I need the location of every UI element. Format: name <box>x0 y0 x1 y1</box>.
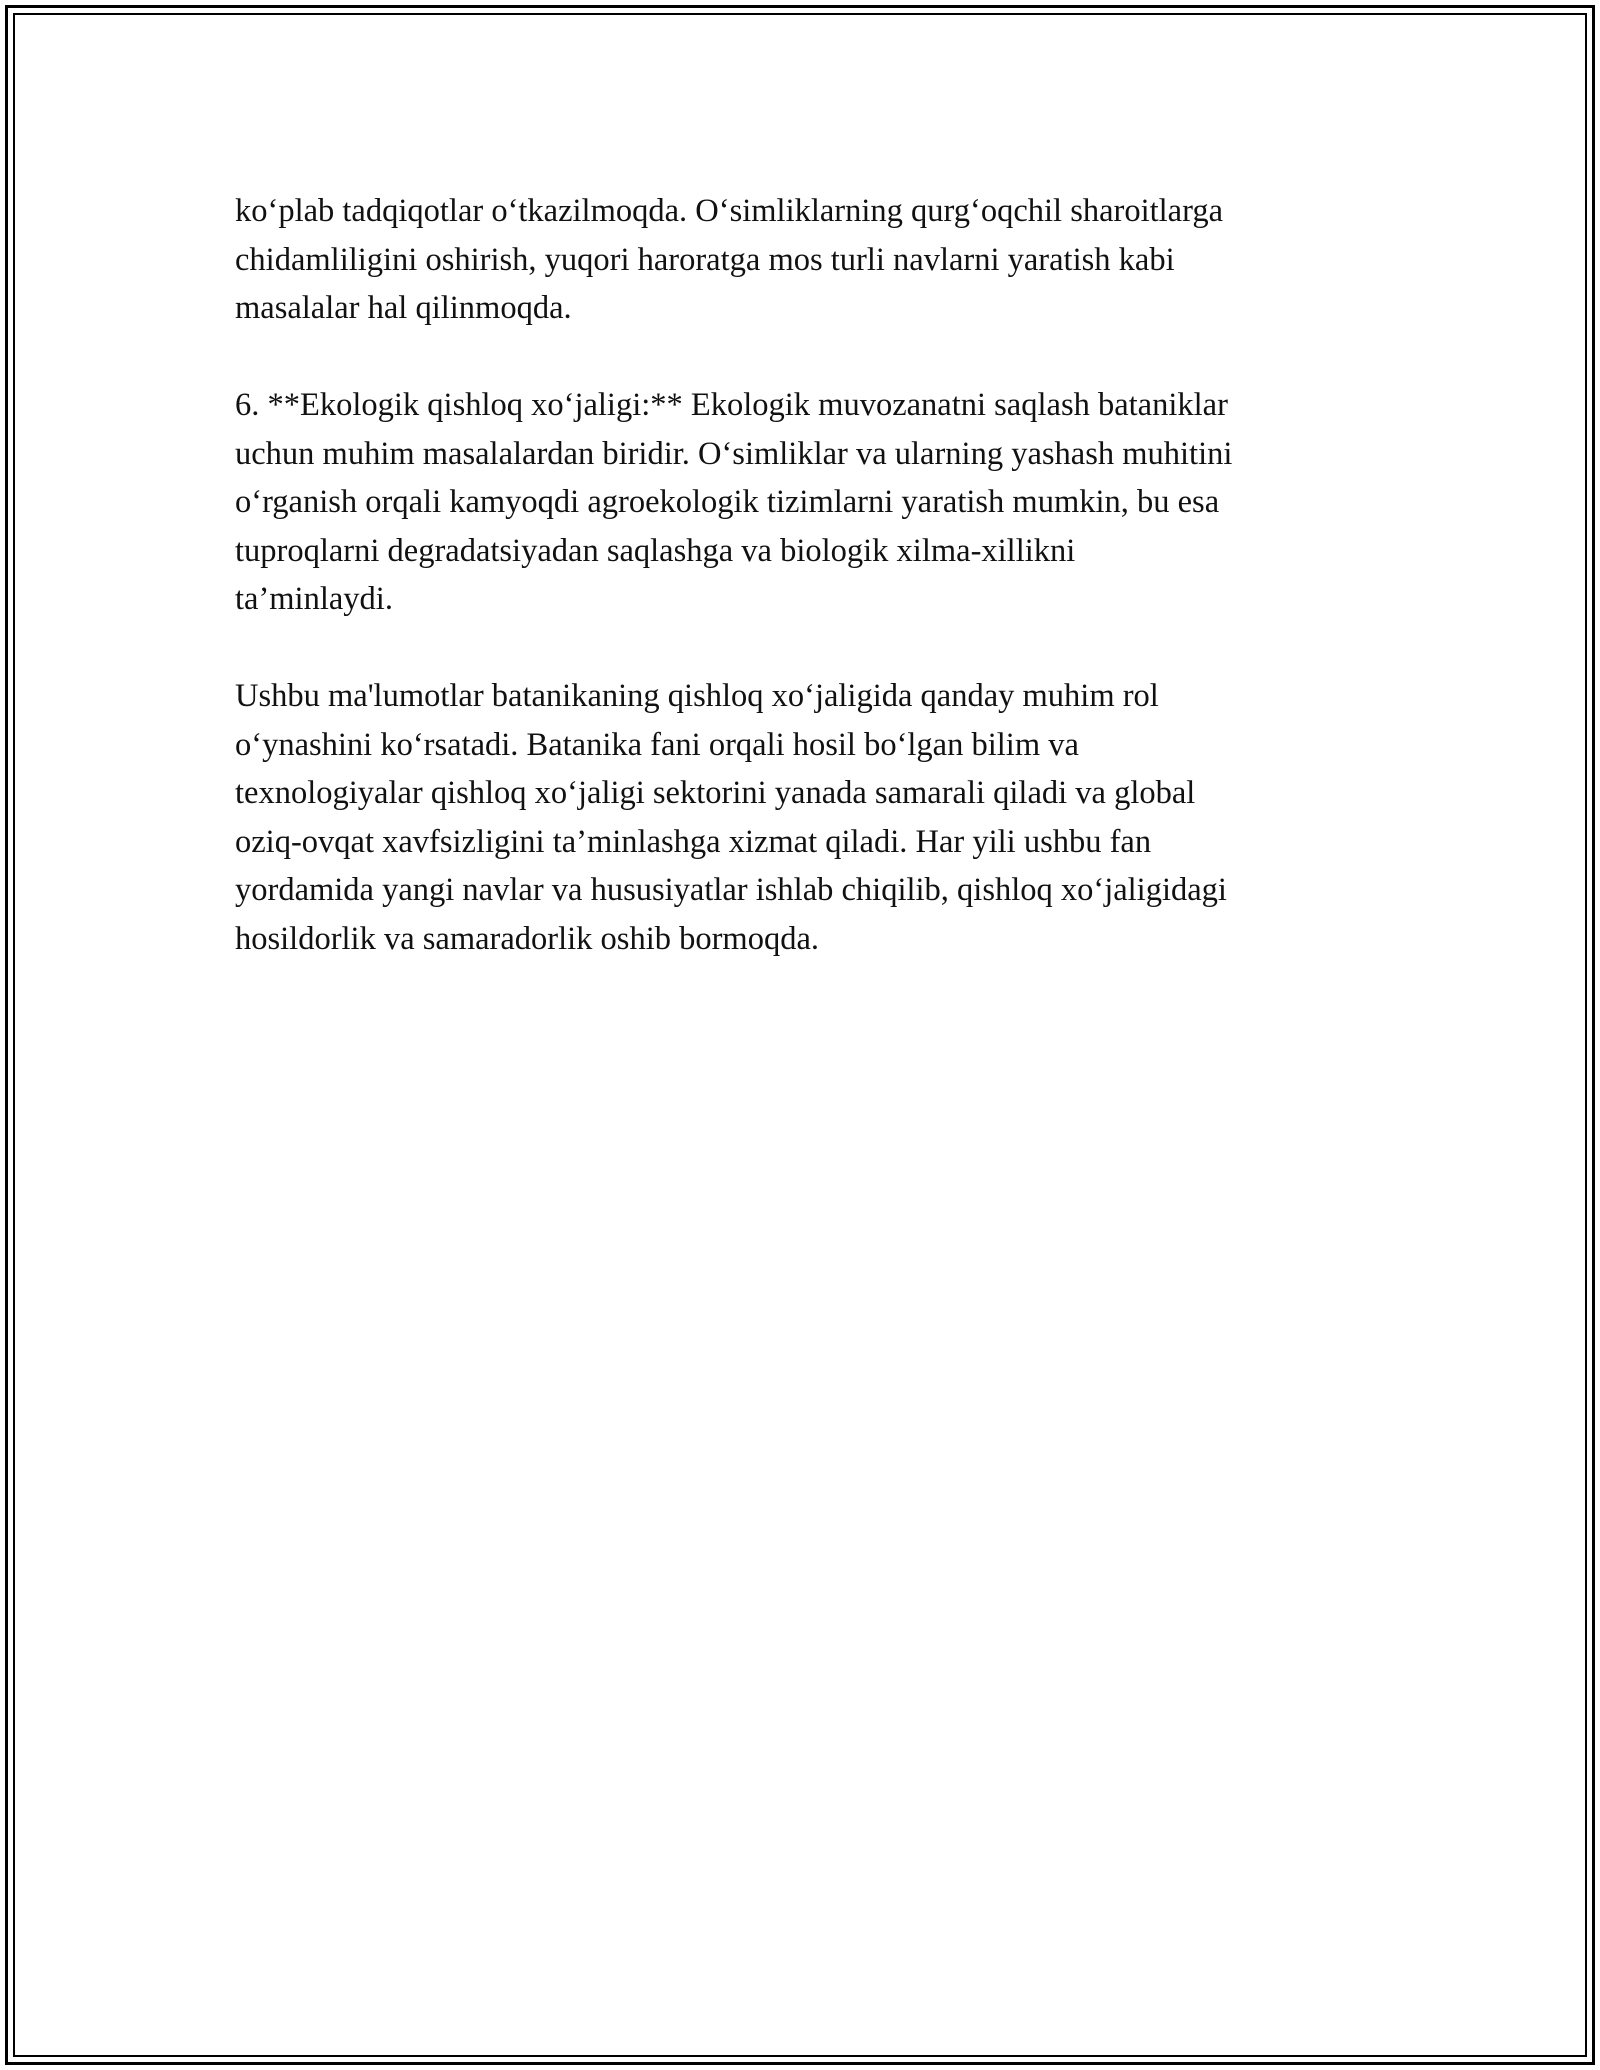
paragraph-ecological-agriculture: 6. **Ekologik qishloq xo‘jaligi:** Ekologik muvozanatni saqlash bataniklar uchun muhim masalalardan biridir. O‘simliklar va ularning yashash muhitini o‘rganish orqali kamyoqdi agroekologik tizimlarni yaratish mumkin, bu esa tuproqlarni degradatsiyadan saqlashga va biologik xilma-xillikni ta’minlaydi. <box>235 387 1233 617</box>
document-body <box>235 187 1370 1012</box>
paragraph-drought-research: ko‘plab tadqiqotlar o‘tkazilmoqda. O‘simliklarning qurg‘oqchil sharoitlarga chidamliligini oshirish, yuqori haroratga mos turli navlarni yaratish kabi masalalar hal qilinmoqda. <box>235 193 1224 326</box>
paragraph-conclusion: Ushbu ma'lumotlar batanikaning qishloq xo‘jaligida qanday muhim rol o‘ynashini ko‘rsatadi. Batanika fani orqali hosil bo‘lgan bilim va texnologiyalar qishloq xo‘jaligi sektorini yanada samarali qiladi va global oziq-ovqat xavfsizligini ta’minlashga xizmat qiladi. Har yili ushbu fan yordamida yangi navlar va hususiyatlar ishlab chiqilib, qishloq xo‘jaligidagi hosildorlik va samaradorlik oshib bormoqda. <box>235 678 1227 957</box>
